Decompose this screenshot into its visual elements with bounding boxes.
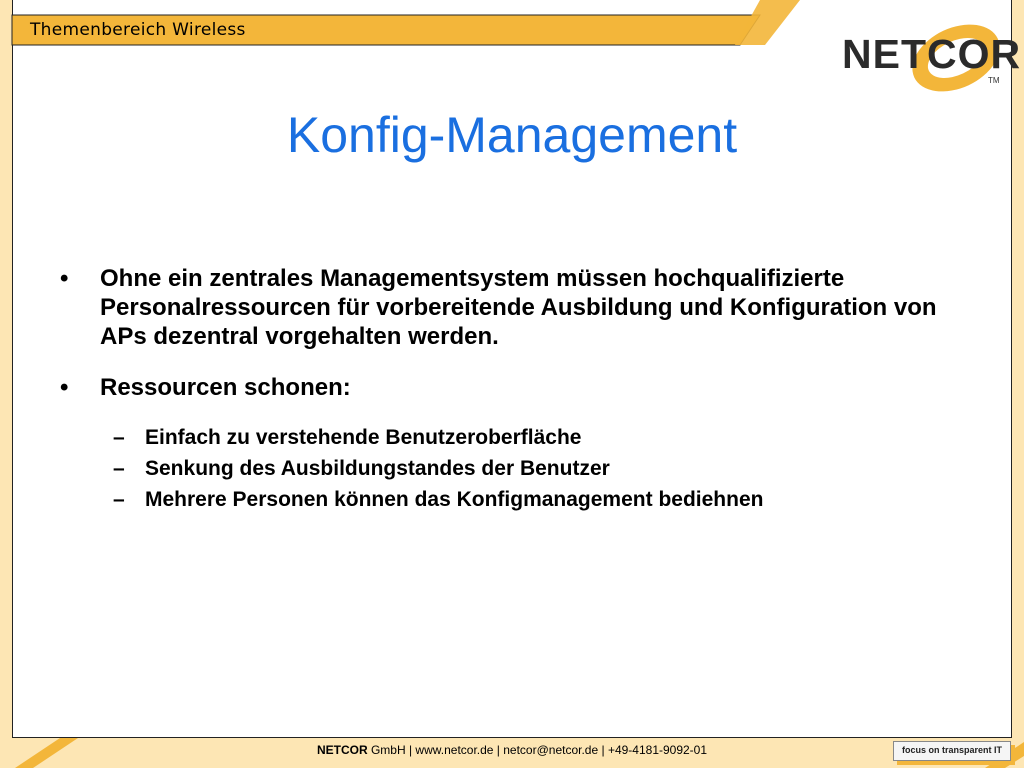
sub-bullet-item xyxy=(100,453,960,484)
focus-badge xyxy=(893,741,1011,761)
focus-badge-text: focus on transparent IT xyxy=(901,745,1002,755)
bullet-item xyxy=(60,264,960,351)
sub-bullet-text: Mehrere Personen können das Konfigmanagement bediehnen xyxy=(145,488,764,511)
bullet-marker: • xyxy=(60,265,69,292)
logo-trademark: TM xyxy=(988,76,1000,85)
logo-wordmark: NETCOR xyxy=(842,31,1022,77)
sub-bullet-text: Einfach zu verstehende Benutzeroberfläche xyxy=(145,426,582,449)
sub-bullet-marker: – xyxy=(113,457,125,480)
section-label: Themenbereich Wireless xyxy=(30,20,246,40)
sub-bullet-marker: – xyxy=(113,426,125,449)
bullet-text: Ressourcen schonen: xyxy=(100,374,351,401)
bullet-marker: • xyxy=(60,374,69,401)
sub-bullet-marker: – xyxy=(113,488,125,511)
sub-bullet-list xyxy=(100,422,960,515)
footer-contact: | www.netcor.de | netcor@netcor.de | +49-4181-9092-01 xyxy=(405,743,708,757)
bullet-text: Ohne ein zentrales Managementsystem müssen hochqualifizierte Personalressourcen für vorbereitende Ausbildung und Konfiguration von APs dezentral vorgehalten werden. xyxy=(100,265,937,350)
netcor-logo xyxy=(838,20,1022,100)
slide-title: Konfig-Management xyxy=(286,107,738,163)
footer xyxy=(0,743,1024,757)
footer-brand: NETCOR xyxy=(316,743,368,757)
bullet-list xyxy=(60,264,960,515)
sub-bullet-text: Senkung des Ausbildungstandes der Benutzer xyxy=(145,457,610,480)
bullet-item xyxy=(60,373,960,515)
sub-bullet-item xyxy=(100,484,960,515)
sub-bullet-item xyxy=(100,422,960,453)
footer-company-suffix: GmbH xyxy=(367,743,406,757)
